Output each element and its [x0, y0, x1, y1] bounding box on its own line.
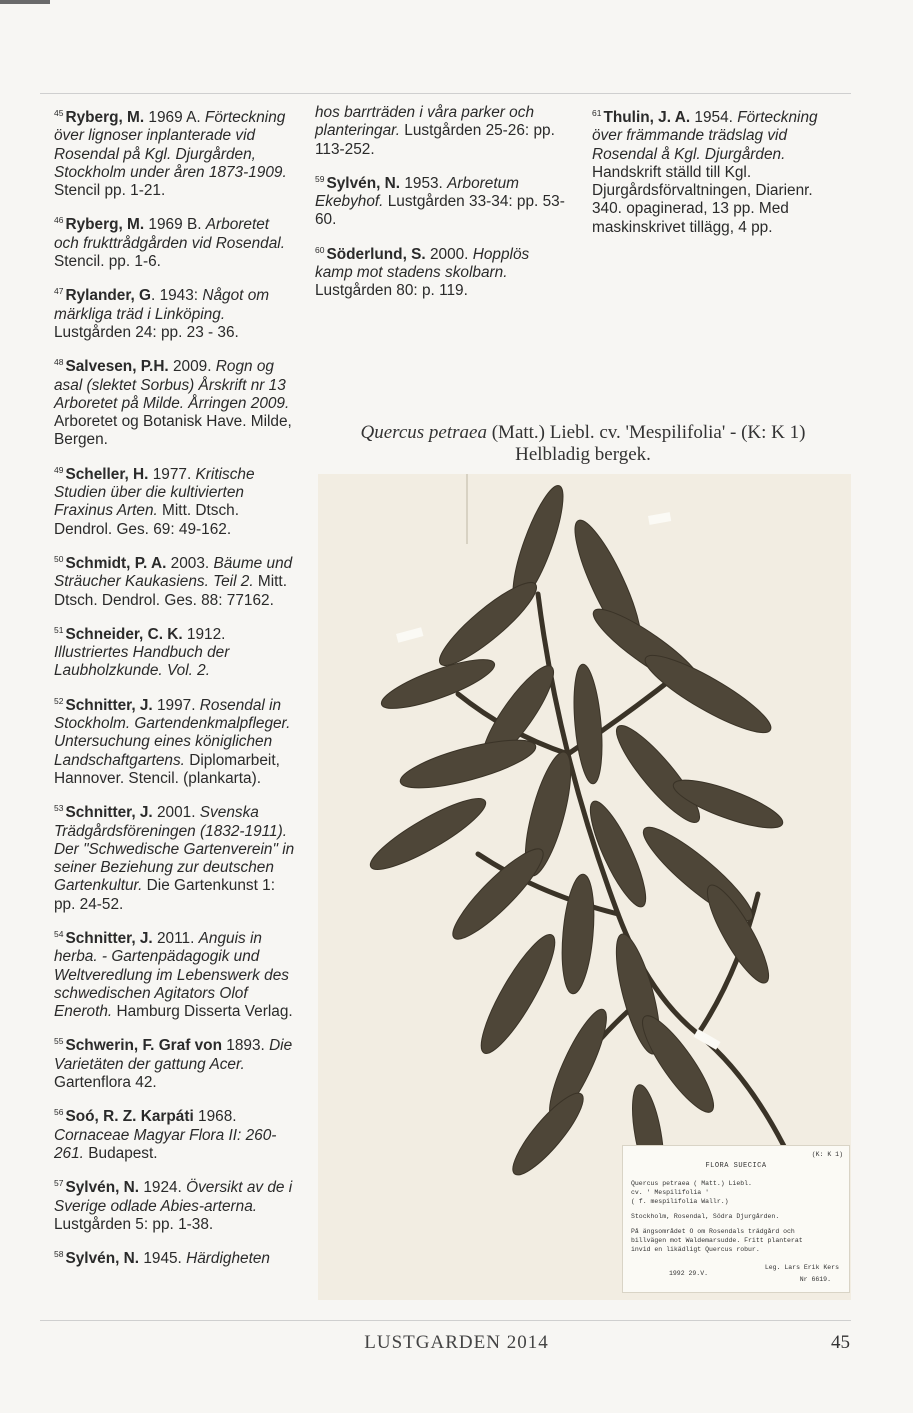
reference-year: 1977. — [148, 465, 196, 483]
reference-author: Sylvén, N. — [65, 1250, 140, 1268]
reference-year: 2011. — [152, 929, 199, 947]
label-line-6: billvägen mot Waldemarsudde. Fritt planterat — [631, 1237, 803, 1244]
reference-details: Mitt. Dtsch. Dendrol. Ges. 88: 77162. — [54, 573, 287, 609]
reference-entry — [54, 799, 297, 914]
reference-year: 1954. — [690, 109, 738, 126]
reference-year: 2000. — [425, 245, 473, 263]
reference-title: Bäume und Sträucher Kaukasiens. Teil 2. — [54, 554, 293, 591]
reference-author: Sylvén, N. — [65, 1179, 140, 1197]
reference-entry — [315, 241, 565, 301]
reference-year: 2001. — [152, 804, 200, 822]
label-line-5: På ängsområdet O om Rosendals trädgård och — [631, 1228, 795, 1235]
reference-details: Stencil pp. 1-21. — [54, 182, 166, 200]
reference-year: 1912. — [182, 625, 226, 643]
reference-title: Kritische Studien über die kultivierten Fraxinus Arten. — [54, 465, 255, 520]
reference-year: 1969 B. — [144, 216, 206, 234]
reference-title: Hopplös kamp mot stadens skolbarn. — [315, 245, 530, 282]
reference-title: Arboretet och frukttrådgården vid Rosendal. — [54, 216, 285, 252]
reference-details: Lustgården 80: p. 119. — [315, 282, 468, 300]
caption-line-1 — [318, 422, 848, 444]
reference-year: 1893. — [221, 1037, 270, 1055]
herbarium-label — [622, 1145, 850, 1293]
caption-line-2: Helbladig bergek. — [515, 444, 651, 465]
references-column-1 — [54, 104, 297, 1279]
reference-title: Härdigheten — [186, 1250, 270, 1268]
reference-author: Sylvén, N. — [326, 174, 401, 192]
reference-title: Arboretum Ekebyhof. — [315, 174, 519, 211]
reference-author: Ryberg, M. — [65, 216, 145, 234]
reference-author: Schnitter, J. — [65, 804, 153, 822]
reference-title: Rogn og asal (slektet Sorbus) Årskrift nr 13 Arboretet på Milde. Årringen 2009. — [54, 358, 290, 412]
reference-title: Något om märkliga träd i Linköping. — [54, 287, 270, 323]
reference-title: Rosendal in Stockholm. Gartendenkmalpfleger. Untersuchung eines königlichen Landschaftgartens. — [54, 696, 291, 769]
reference-details: Arboretet og Botanisk Have. Milde, Bergen. — [54, 413, 292, 449]
label-code: (K: K 1) — [811, 1151, 843, 1158]
label-line-4: Stockholm, Rosendal, Södra Djurgården. — [631, 1213, 780, 1220]
reference-author: Thulin, J. A. — [603, 109, 691, 126]
caption-species: Quercus petraea — [360, 422, 487, 443]
reference-number: 61 — [592, 108, 602, 118]
reference-year: 2003. — [166, 554, 214, 572]
reference-details: Mitt. Dtsch. Dendrol. Ges. 69: 49-162. — [54, 502, 240, 538]
references-column-2 — [315, 104, 565, 312]
reference-author: Schnitter, J. — [65, 929, 153, 947]
reference-author: Soó, R. Z. Karpáti — [65, 1108, 194, 1126]
reference-year: 1968. — [193, 1108, 237, 1126]
reference-entry — [315, 104, 565, 159]
reference-details: Lustgården 33-34: pp. 53-60. — [315, 193, 565, 229]
label-header: FLORA SUECICA — [705, 1162, 767, 1170]
references-column-3 — [592, 104, 842, 248]
reference-author: Söderlund, S. — [326, 245, 426, 263]
reference-author: Schwerin, F. Graf von — [65, 1037, 222, 1055]
reference-title: Die Varietäten der gattung Acer. — [54, 1037, 293, 1073]
reference-details: Hamburg Disserta Verlag. — [112, 1003, 293, 1021]
reference-author: Salvesen, P.H. — [65, 358, 169, 376]
reference-year: . 1943: — [151, 287, 203, 305]
reference-number: 57 — [54, 1178, 64, 1189]
reference-number: 47 — [54, 286, 64, 297]
reference-author: Schmidt, P. A. — [65, 554, 167, 572]
reference-number: 46 — [54, 215, 64, 226]
page-number: 45 — [831, 1332, 850, 1353]
reference-details: Lustgården 24: pp. 23 - 36. — [54, 323, 239, 341]
label-line-7: invid en likädligt Quercus robur. — [631, 1246, 760, 1253]
figure-caption — [318, 422, 848, 466]
reference-title: Översikt av de i Sverige odlade Abies-arterna. — [54, 1179, 293, 1215]
reference-entry — [54, 353, 297, 449]
reference-number: 55 — [54, 1036, 64, 1047]
reference-entry — [54, 692, 297, 788]
reference-number: 59 — [315, 173, 325, 184]
reference-author: Schnitter, J. — [65, 696, 153, 714]
reference-details: Lustgården 5: pp. 1-38. — [54, 1215, 214, 1233]
reference-entry — [315, 170, 565, 230]
reference-entry — [54, 1174, 297, 1234]
reference-number: 50 — [54, 553, 64, 564]
reference-entry — [54, 211, 297, 271]
reference-title: Anguis in herba. - Gartenpädagogik und Weltveredlung im Lebenswerk des schwedischen Agitators Olof Eneroth. — [54, 929, 289, 1021]
reference-title: hos barrträden i våra parker och planteringar. — [315, 104, 535, 140]
reference-entry — [54, 1032, 297, 1092]
running-footer-title: LUSTGARDEN 2014 — [364, 1332, 549, 1353]
reference-number: 54 — [54, 928, 64, 939]
reference-entry — [592, 104, 842, 237]
reference-year: 1924. — [139, 1179, 187, 1197]
top-rule — [40, 93, 851, 94]
reference-number: 56 — [54, 1107, 64, 1118]
reference-entry — [54, 621, 297, 681]
reference-details: Diplomarbeit, Hannover. Stencil. (plankarta). — [54, 751, 280, 787]
reference-entry — [54, 1245, 297, 1268]
reference-title: Illustriertes Handbuch der Laubholzkunde. Vol. 2. — [54, 644, 230, 680]
caption-line-1-rest: (Matt.) Liebl. cv. 'Mespilifolia' - (K: K 1) — [486, 422, 806, 443]
label-date: 1992 29.V. — [669, 1270, 709, 1277]
reference-title: Förteckning över lignoser inplanterade vid Rosendal på Kgl. Djurgården, Stockholm under åren 1873-1909. — [54, 109, 287, 181]
label-line-1: Quercus petraea ( Matt.) Liebl. — [631, 1180, 752, 1187]
reference-year: 2009. — [168, 358, 216, 376]
reference-title: Cornaceae Magyar Flora II: 260-261. — [54, 1126, 277, 1162]
label-number: Nr 6619. — [799, 1276, 831, 1283]
reference-year: 1997. — [152, 696, 200, 714]
reference-details: Handskrift ställd till Kgl. Djurgårdsförvaltningen, Diarienr. 340. opaginerad, 13 pp. Med maskinskrivet tillägg, 4 pp. — [592, 163, 813, 236]
reference-details: Stencil. pp. 1-6. — [54, 253, 161, 271]
reference-year: 1969 A. — [144, 109, 205, 126]
reference-number: 48 — [54, 357, 64, 368]
reference-number: 51 — [54, 624, 64, 635]
reference-number: 49 — [54, 464, 64, 475]
label-line-3: ( f. mespilifolia Wallr.) — [631, 1198, 729, 1205]
reference-number: 45 — [54, 108, 64, 118]
reference-details: Lustgården 25-26: pp. 113-252. — [315, 122, 555, 158]
reference-year: 1945. — [139, 1250, 187, 1268]
reference-entry — [54, 282, 297, 342]
reference-year: 1953. — [400, 174, 448, 192]
reference-number: 52 — [54, 695, 64, 706]
reference-entry — [54, 461, 297, 539]
reference-details: Die Gartenkunst 1: pp. 24-52. — [54, 877, 275, 913]
reference-details: Budapest. — [83, 1144, 158, 1162]
reference-entry — [54, 925, 297, 1021]
reference-number: 60 — [315, 244, 325, 255]
reference-entry — [54, 104, 297, 200]
reference-details: Gartenflora 42. — [54, 1074, 157, 1092]
reference-author: Scheller, H. — [65, 465, 149, 483]
reference-title: Svenska Trädgårdsföreningen (1832-1911). Der "Schwedische Gartenverein" in seiner Beziehung zur deutschen Gartenkultur. — [54, 804, 295, 895]
scan-edge-mark — [0, 0, 50, 4]
reference-title: Förteckning över främmande trädslag vid Rosendal å Kgl. Djurgården. — [592, 109, 818, 163]
label-line-2: cv. ' Mespilifolia ' — [631, 1189, 710, 1196]
reference-entry — [54, 1103, 297, 1163]
label-collector: Leg. Lars Erik Kers — [764, 1264, 839, 1271]
reference-number: 53 — [54, 803, 64, 814]
reference-entry — [54, 550, 297, 610]
reference-number: 58 — [54, 1249, 64, 1260]
reference-author: Schneider, C. K. — [65, 625, 183, 643]
bottom-rule — [40, 1320, 851, 1321]
reference-author: Ryberg, M. — [65, 109, 145, 126]
reference-author: Rylander, G — [65, 287, 152, 305]
